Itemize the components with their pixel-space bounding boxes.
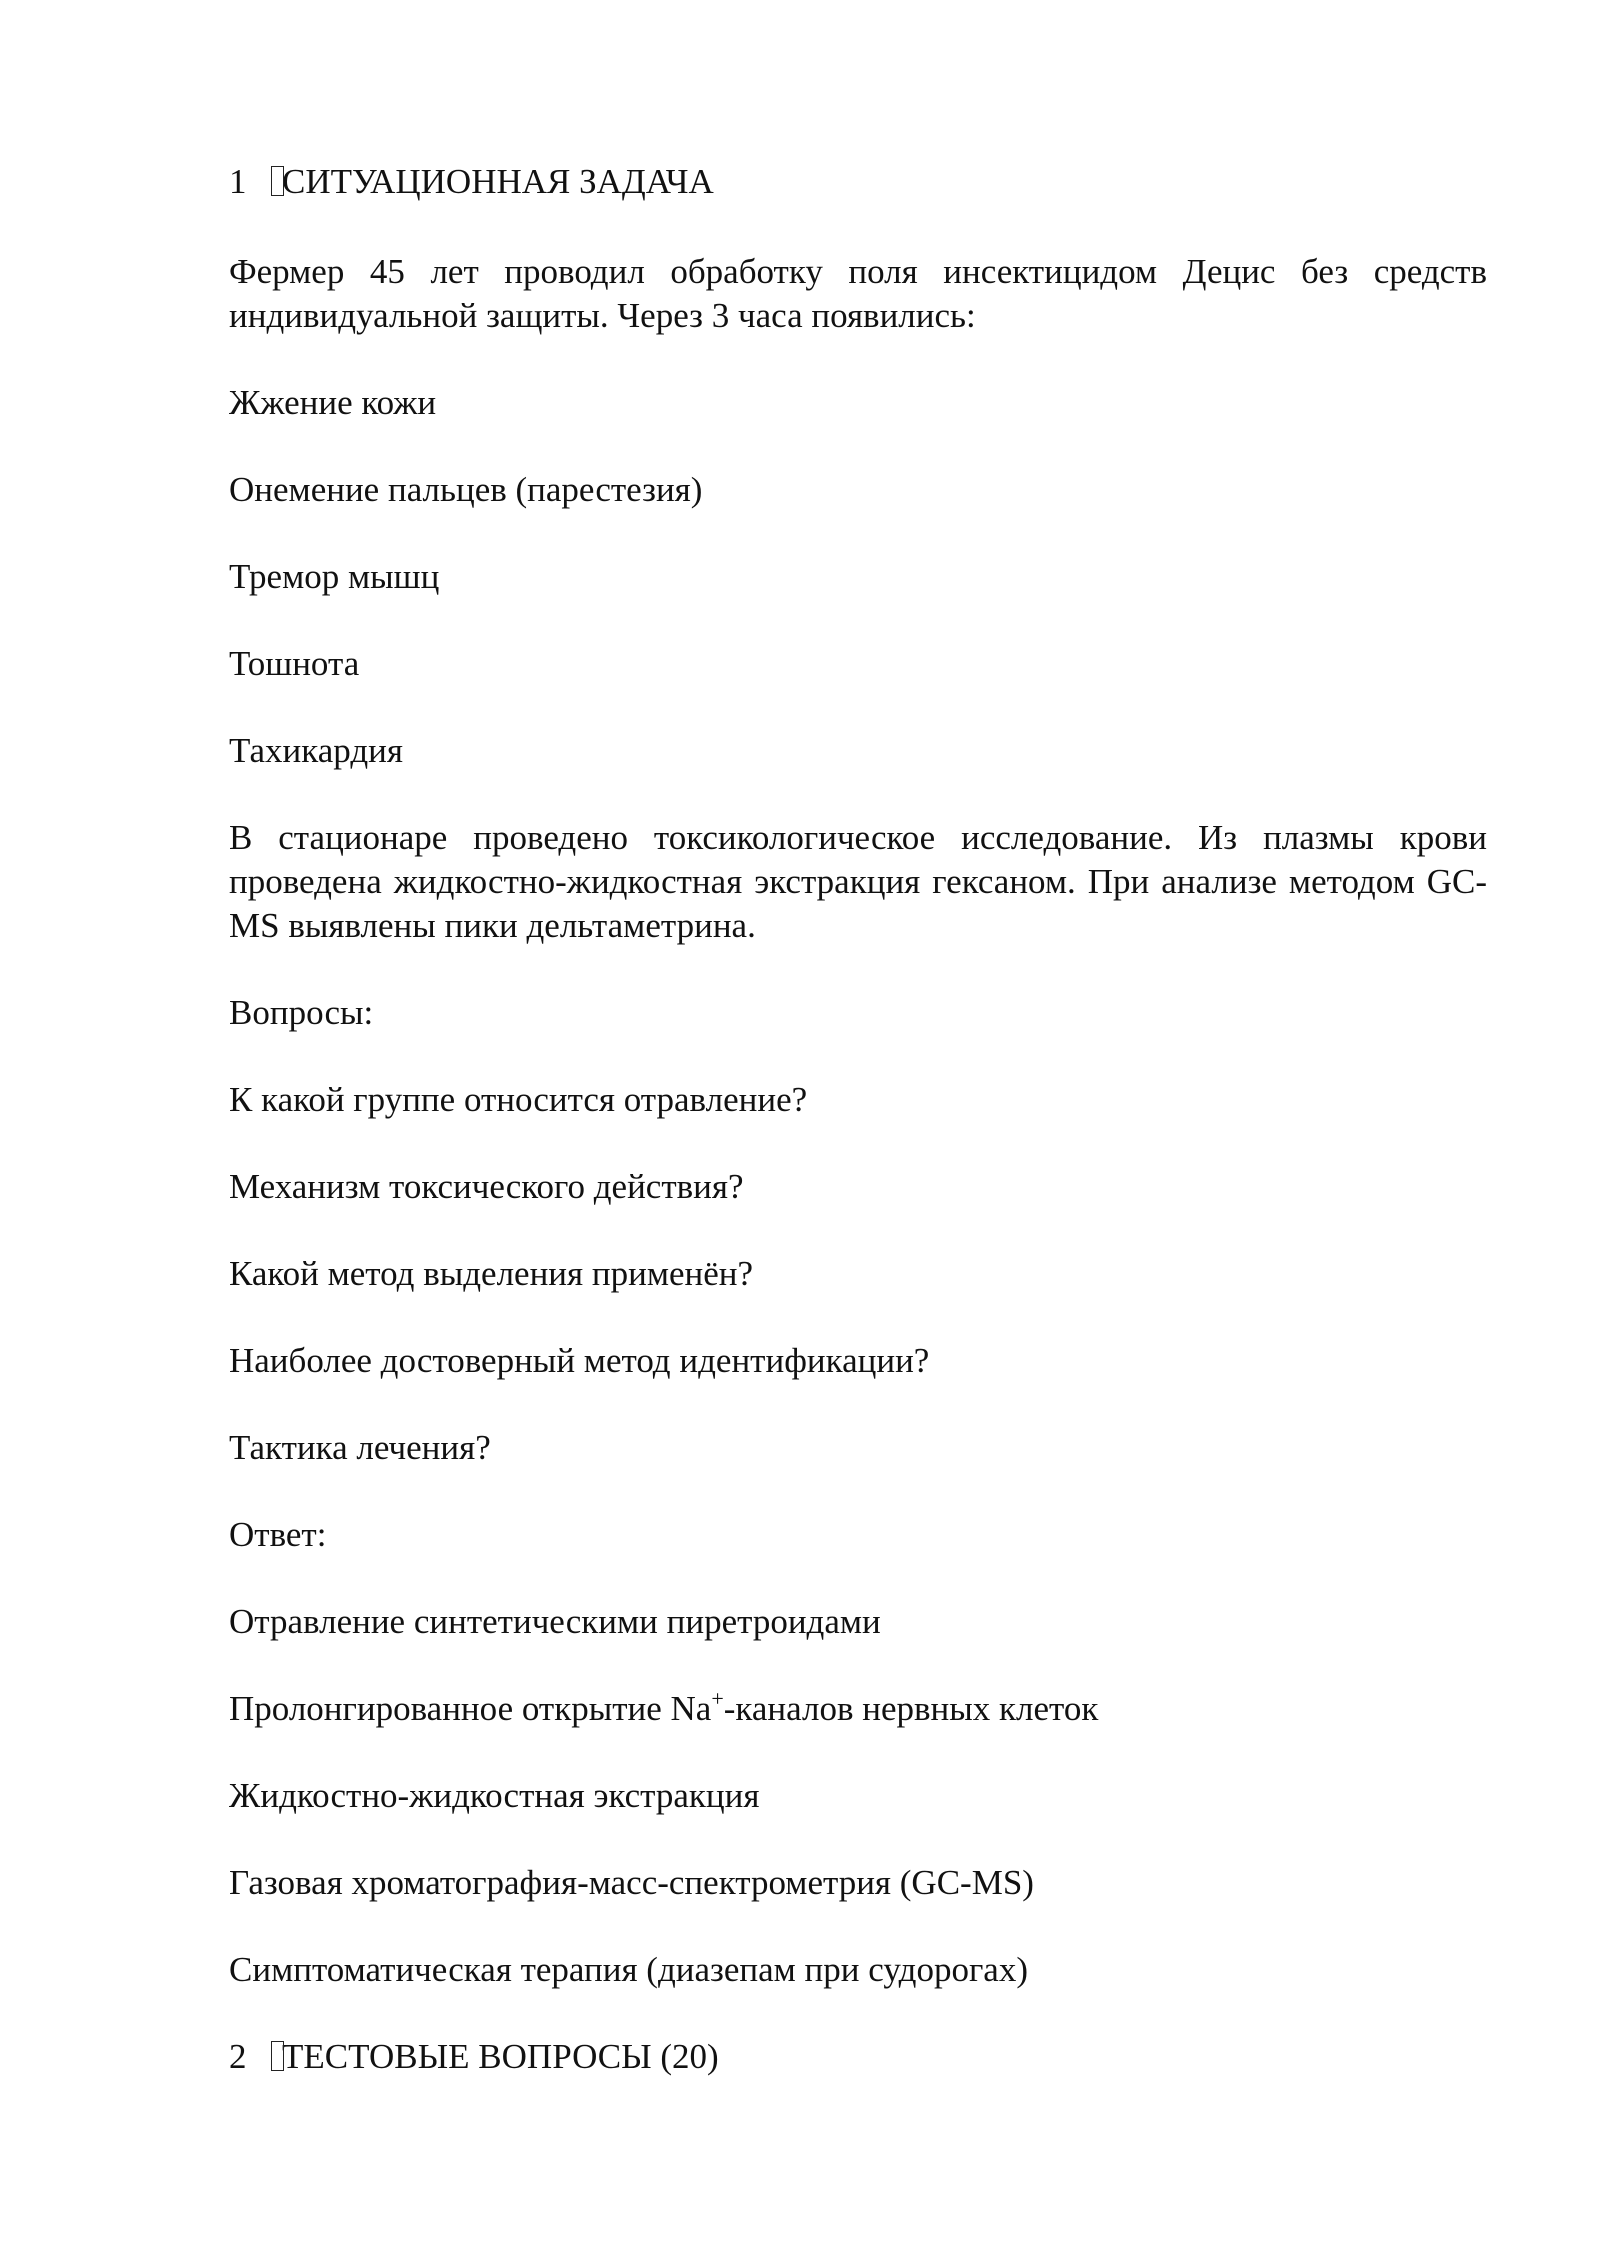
answer-label: Ответ: bbox=[229, 1515, 327, 1554]
symptom-item: Тошнота bbox=[229, 644, 360, 683]
lab-paragraph: В стационаре проведено токсикологическое исследование. Из плазмы крови проведена жидкостно-жидкостная экстракция гексаном. При анализе методом GC-MS выявлены пики дельтаметрина. bbox=[229, 818, 1487, 945]
intro-paragraph: Фермер 45 лет проводил обработку поля инсектицидом Децис без средств индивидуальной защиты. Через 3 часа появились: bbox=[229, 252, 1487, 335]
section-heading-1 bbox=[229, 160, 1487, 204]
section-number: 1 bbox=[229, 162, 247, 201]
answer-text: -каналов нервных клеток bbox=[723, 1689, 1099, 1728]
question-item: К какой группе относится отравление? bbox=[229, 1080, 808, 1119]
section-heading-2 bbox=[229, 2035, 1487, 2079]
document-body bbox=[229, 160, 1487, 2079]
symptom-item: Тремор мышц bbox=[229, 557, 440, 596]
section-title: ТЕСТОВЫЕ ВОПРОСЫ (20) bbox=[282, 2037, 719, 2076]
answer-item: Газовая хроматография-масс-спектрометрия (GC-MS) bbox=[229, 1863, 1034, 1902]
missing-glyph-box-icon bbox=[271, 166, 284, 196]
symptom-item: Тахикардия bbox=[229, 731, 403, 770]
answer-item: Отравление синтетическими пиретроидами bbox=[229, 1602, 881, 1641]
questions-label: Вопросы: bbox=[229, 993, 374, 1032]
question-item: Какой метод выделения применён? bbox=[229, 1254, 754, 1293]
answer-item bbox=[229, 1687, 1487, 1731]
question-item: Тактика лечения? bbox=[229, 1428, 491, 1467]
answer-item: Жидкостно-жидкостная экстракция bbox=[229, 1776, 760, 1815]
answer-text: Пролонгированное открытие Na bbox=[229, 1689, 712, 1728]
question-item: Наиболее достоверный метод идентификации? bbox=[229, 1341, 930, 1380]
missing-glyph-box-icon bbox=[271, 2041, 284, 2071]
section-title: СИТУАЦИОННАЯ ЗАДАЧА bbox=[282, 162, 714, 201]
superscript-plus: + bbox=[711, 1686, 724, 1711]
question-item: Механизм токсического действия? bbox=[229, 1167, 744, 1206]
section-number: 2 bbox=[229, 2037, 247, 2076]
symptom-item: Жжение кожи bbox=[229, 383, 437, 422]
answer-item: Симптоматическая терапия (диазепам при судорогах) bbox=[229, 1950, 1028, 1989]
symptom-item: Онемение пальцев (парестезия) bbox=[229, 470, 703, 509]
